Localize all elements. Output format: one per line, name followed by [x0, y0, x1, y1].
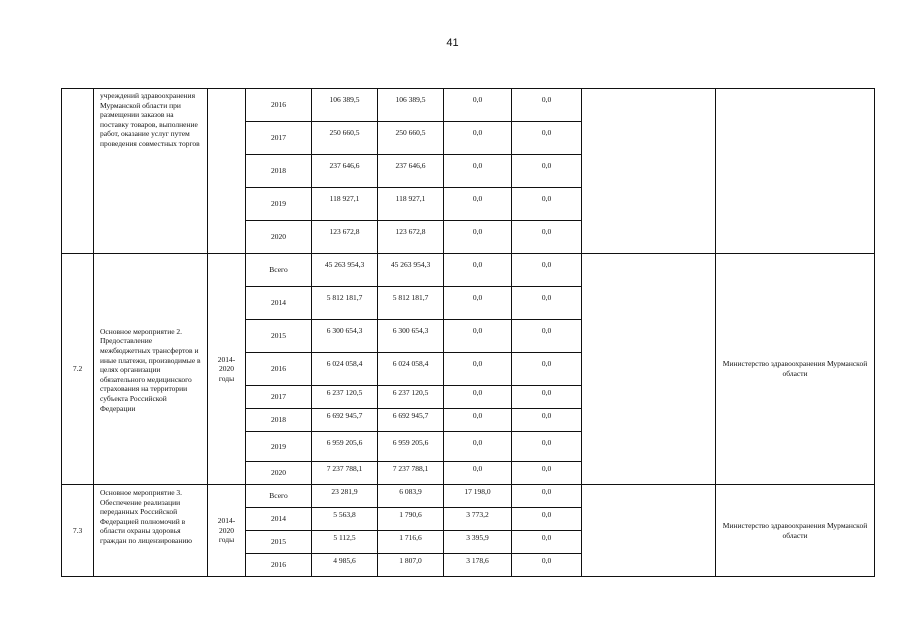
- value-regional: 123 672,8: [378, 221, 444, 254]
- value-regional: 6 692 945,7: [378, 409, 444, 432]
- indicator-cell: [582, 254, 716, 485]
- period-end: 2020: [219, 364, 234, 374]
- value-regional: 6 083,9: [378, 485, 444, 508]
- value-total: 23 281,9: [312, 485, 378, 508]
- value-federal: 0,0: [444, 386, 512, 409]
- value-total: 7 237 788,1: [312, 462, 378, 485]
- year-cell: 2015: [246, 320, 312, 353]
- value-total: 5 563,8: [312, 508, 378, 531]
- value-total: 118 927,1: [312, 188, 378, 221]
- value-other: 0,0: [512, 485, 582, 508]
- executor-cell: Министерство здравоохранения Мурманской области: [716, 254, 875, 485]
- value-federal: 0,0: [444, 409, 512, 432]
- value-total: 6 692 945,7: [312, 409, 378, 432]
- value-federal: 0,0: [444, 221, 512, 254]
- value-total: 5 812 181,7: [312, 287, 378, 320]
- year-cell: Всего: [246, 485, 312, 508]
- year-cell: 2020: [246, 221, 312, 254]
- event-description: учреждений здравоохранения Мурманской области при размещении заказов на поставку товаров, выполнение работ, оказание услуг путем проведения совместных торгов: [94, 89, 208, 254]
- value-other: 0,0: [512, 409, 582, 432]
- period-cell: [208, 89, 246, 254]
- year-cell: 2019: [246, 432, 312, 462]
- value-federal: 17 198,0: [444, 485, 512, 508]
- value-total: 6 300 654,3: [312, 320, 378, 353]
- value-other: 0,0: [512, 554, 582, 577]
- year-cell: 2016: [246, 353, 312, 386]
- value-federal: 0,0: [444, 353, 512, 386]
- value-other: 0,0: [512, 221, 582, 254]
- period-unit: годы: [218, 535, 235, 545]
- value-other: 0,0: [512, 508, 582, 531]
- value-total: 250 660,5: [312, 122, 378, 155]
- program-table: [61, 88, 875, 577]
- year-cell: 2017: [246, 122, 312, 155]
- value-other: 0,0: [512, 531, 582, 554]
- value-other: 0,0: [512, 320, 582, 353]
- value-other: 0,0: [512, 155, 582, 188]
- value-total: 6 024 058,4: [312, 353, 378, 386]
- value-other: 0,0: [512, 254, 582, 287]
- value-federal: 3 395,9: [444, 531, 512, 554]
- value-federal: 0,0: [444, 89, 512, 122]
- value-regional: 118 927,1: [378, 188, 444, 221]
- program-table-container: [61, 88, 875, 577]
- event-description: Основное мероприятие 2. Предоставление межбюджетных трансфертов и иные платежи, производимые в целях организации обязательного медицинского страхования на территории субъекта Российской Федерации: [94, 254, 208, 485]
- value-regional: 6 959 205,6: [378, 432, 444, 462]
- value-regional: 7 237 788,1: [378, 462, 444, 485]
- year-cell: 2020: [246, 462, 312, 485]
- period-cell: [208, 485, 246, 577]
- value-other: 0,0: [512, 89, 582, 122]
- value-federal: 0,0: [444, 254, 512, 287]
- value-federal: 0,0: [444, 320, 512, 353]
- value-federal: 0,0: [444, 188, 512, 221]
- year-cell: 2016: [246, 554, 312, 577]
- period-unit: годы: [218, 373, 235, 383]
- table-row: [62, 89, 875, 122]
- value-other: 0,0: [512, 287, 582, 320]
- period-start: 2014-: [217, 516, 236, 526]
- year-cell: 2019: [246, 188, 312, 221]
- year-cell: 2016: [246, 89, 312, 122]
- year-cell: 2014: [246, 287, 312, 320]
- value-total: 6 237 120,5: [312, 386, 378, 409]
- value-other: 0,0: [512, 432, 582, 462]
- period-end: 2020: [219, 525, 234, 535]
- value-federal: 0,0: [444, 432, 512, 462]
- table-row: [62, 485, 875, 508]
- value-regional: 237 646,6: [378, 155, 444, 188]
- value-regional: 250 660,5: [378, 122, 444, 155]
- value-regional: 1 807,0: [378, 554, 444, 577]
- value-regional: 45 263 954,3: [378, 254, 444, 287]
- row-number-cell: [62, 89, 94, 254]
- page-number: 41: [446, 37, 459, 49]
- value-regional: 1 790,6: [378, 508, 444, 531]
- value-federal: 0,0: [444, 155, 512, 188]
- indicator-cell: [582, 89, 716, 254]
- value-total: 6 959 205,6: [312, 432, 378, 462]
- value-other: 0,0: [512, 353, 582, 386]
- year-cell: 2018: [246, 409, 312, 432]
- value-federal: 3 773,2: [444, 508, 512, 531]
- executor-cell: [716, 89, 875, 254]
- value-regional: 6 024 058,4: [378, 353, 444, 386]
- value-other: 0,0: [512, 462, 582, 485]
- value-regional: 6 300 654,3: [378, 320, 444, 353]
- value-total: 5 112,5: [312, 531, 378, 554]
- value-total: 106 389,5: [312, 89, 378, 122]
- value-total: 123 672,8: [312, 221, 378, 254]
- indicator-cell: [582, 485, 716, 577]
- value-regional: 5 812 181,7: [378, 287, 444, 320]
- value-regional: 1 716,6: [378, 531, 444, 554]
- value-federal: 0,0: [444, 122, 512, 155]
- value-federal: 3 178,6: [444, 554, 512, 577]
- period-start: 2014-: [217, 354, 236, 364]
- value-other: 0,0: [512, 386, 582, 409]
- year-cell: 2018: [246, 155, 312, 188]
- year-cell: Всего: [246, 254, 312, 287]
- value-federal: 0,0: [444, 462, 512, 485]
- year-cell: 2015: [246, 531, 312, 554]
- row-number-cell: 7.2: [62, 254, 94, 485]
- table-row: [62, 254, 875, 287]
- row-number-cell: 7.3: [62, 485, 94, 577]
- year-cell: 2017: [246, 386, 312, 409]
- value-total: 237 646,6: [312, 155, 378, 188]
- value-total: 45 263 954,3: [312, 254, 378, 287]
- value-total: 4 985,6: [312, 554, 378, 577]
- executor-cell: Министерство здравоохранения Мурманской области: [716, 485, 875, 577]
- value-federal: 0,0: [444, 287, 512, 320]
- value-other: 0,0: [512, 122, 582, 155]
- value-regional: 6 237 120,5: [378, 386, 444, 409]
- event-description: Основное мероприятие 3. Обеспечение реализации переданных Российской Федерацией полномочий в области охраны здоровья граждан по лицензированию: [94, 485, 208, 577]
- period-cell: [208, 254, 246, 485]
- value-regional: 106 389,5: [378, 89, 444, 122]
- year-cell: 2014: [246, 508, 312, 531]
- value-other: 0,0: [512, 188, 582, 221]
